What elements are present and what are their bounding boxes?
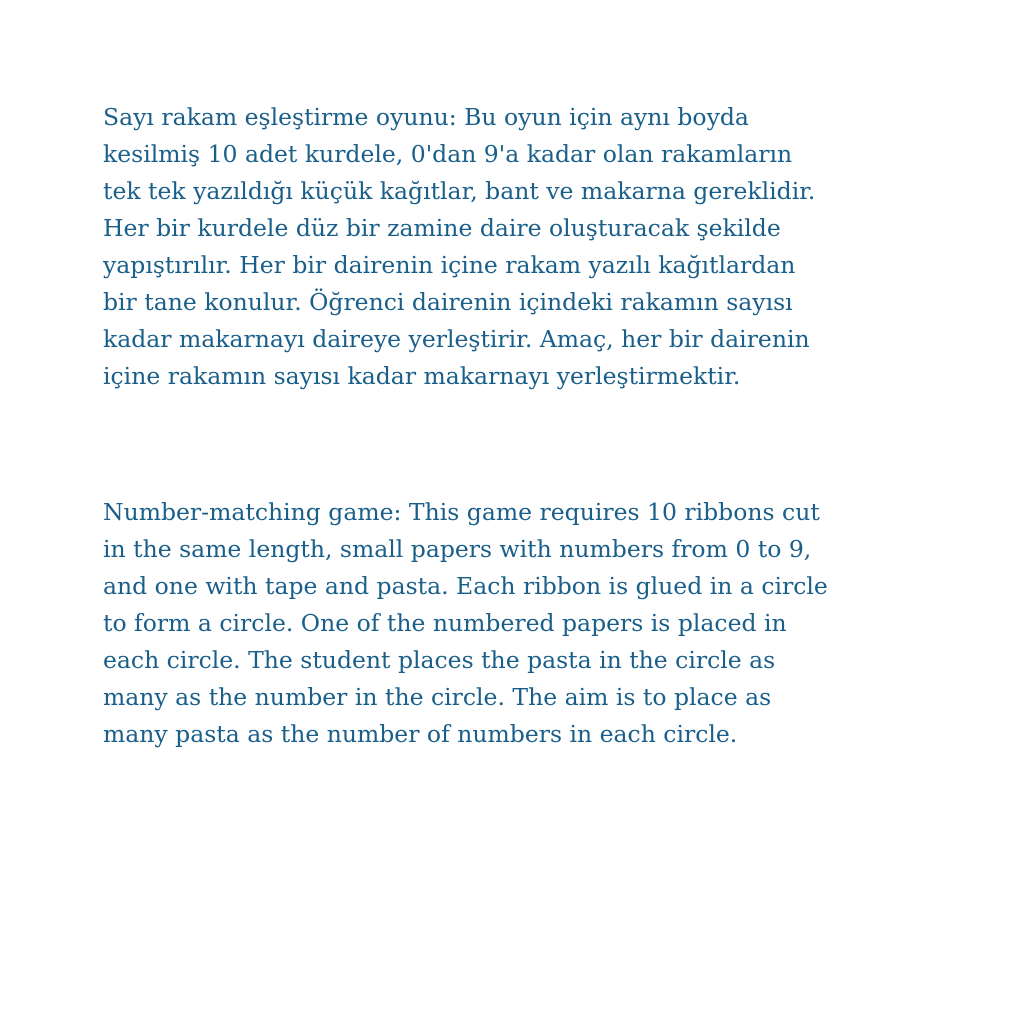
paragraph-line: many pasta as the number of numbers in each circle. [103,720,738,748]
english-paragraph [103,494,963,753]
paragraph-line: Number-matching game: This game requires 10 ribbons cut [103,498,820,526]
paragraph-line: to form a circle. One of the numbered papers is placed in [103,609,787,637]
paragraph-line: tek tek yazıldığı küçük kağıtlar, bant ve makarna gereklidir. [103,177,816,205]
paragraph-line: each circle. The student places the pasta in the circle as [103,646,776,674]
paragraph-line: içine rakamın sayısı kadar makarnayı yerleştirmektir. [103,362,741,390]
paragraph-line: yapıştırılır. Her bir dairenin içine rakam yazılı kağıtlardan [103,251,796,279]
paragraph-line: Sayı rakam eşleştirme oyunu: Bu oyun için aynı boyda [103,103,749,131]
paragraph-line: and one with tape and pasta. Each ribbon is glued in a circle [103,572,828,600]
turkish-paragraph [103,99,963,395]
paragraph-line: in the same length, small papers with numbers from 0 to 9, [103,535,812,563]
paragraph-line: kadar makarnayı daireye yerleştirir. Amaç, her bir dairenin [103,325,810,353]
paragraph-line: bir tane konulur. Öğrenci dairenin içindeki rakamın sayısı [103,288,793,316]
paragraph-line: Her bir kurdele düz bir zamine daire oluşturacak şekilde [103,214,781,242]
paragraph-line: many as the number in the circle. The aim is to place as [103,683,772,711]
paragraph-line: kesilmiş 10 adet kurdele, 0'dan 9'a kadar olan rakamların [103,140,793,168]
